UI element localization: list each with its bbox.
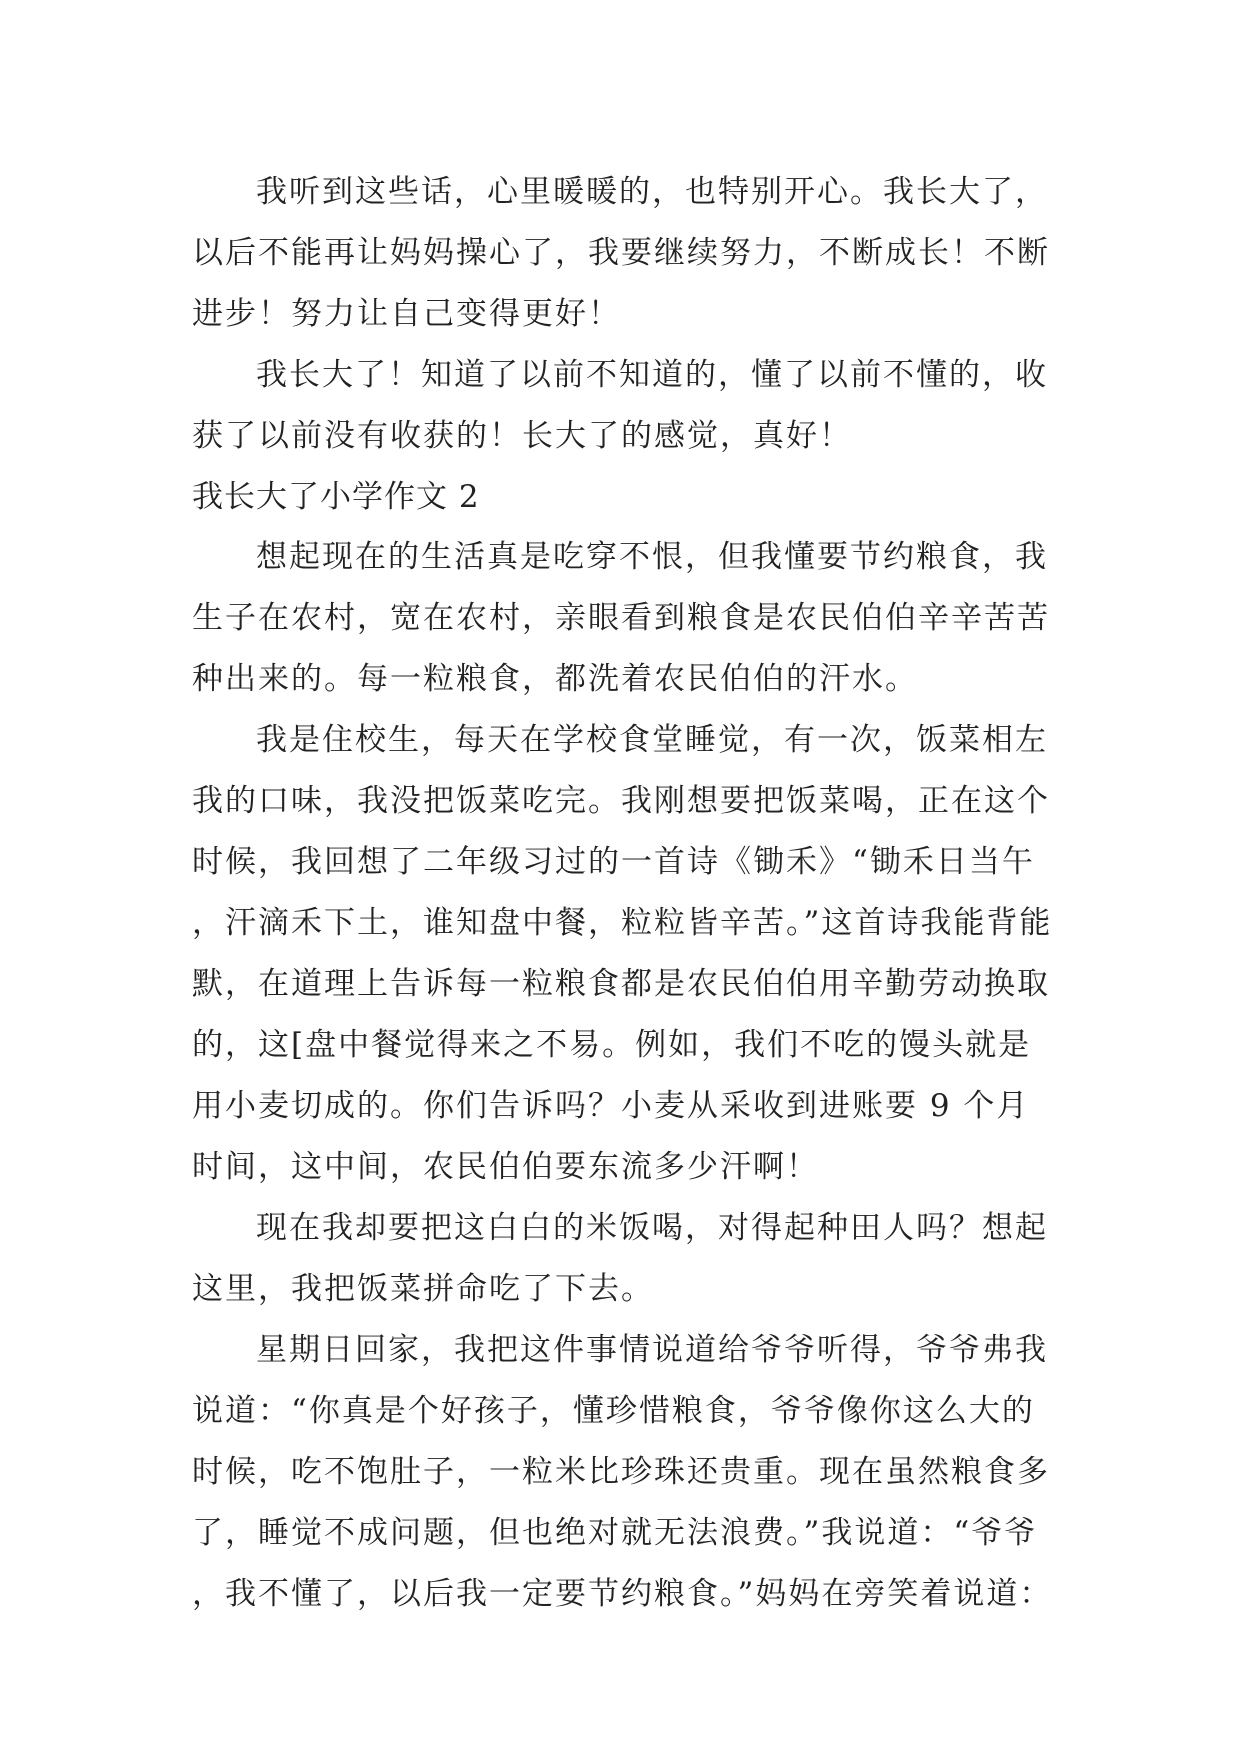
paragraph-saving-food-intro: 想起现在的生活真是吃穿不恨，但我懂要节约粮食，我生子在农村，宽在农村，亲眼看到粮食是农民伯伯辛辛苦苦种出来的。每一粒粮食，都洗着农民伯伯的汗水。 [192,539,1050,697]
paragraph-grown-up-summary: 我长大了！知道了以前不知道的，懂了以前不懂的，收获了以前没有收获的！长大了的感觉，真好！ [192,357,1048,454]
paragraph-school-canteen: 我是住校生，每天在学校食堂睡觉，有一次，饭菜相左我的口味，我没把饭菜吃完。我刚想要把饭菜喝，正在这个时候，我回想了二年级习过的一首诗《锄禾》“锄禾日当午，汗滴禾下土，谁知盘中餐，粒粒皆辛苦。”这首诗我能背能默，在道理上告诉每一粒粮食都是农民伯伯用辛勤劳动换取的，这[盘中餐觉得来之不易。例如，我们不吃的馒头就是用小麦切成的。你们告诉吗？小麦从采收到进账要 9 个月时间，这中间，农民伯伯要东流多少汗啊！ [192,722,1053,1185]
paragraph-talk-with-grandpa: 星期日回家，我把这件事情说道给爷爷听得，爷爷弗我说道：“你真是个好孩子，懂珍惜粮食，爷爷像你这么大的时候，吃不饱肚子，一粒米比珍珠还贵重。现在虽然粮食多了，睡觉不成问题，但也绝对就无法浪费。”我说道：“爷爷，我不懂了，以后我一定要节约粮食。”妈妈在旁笑着说道： [192,1332,1053,1612]
paragraph-grown-up-feelings: 我听到这些话，心里暖暖的，也特别开心。我长大了，以后不能再让妈妈操心了，我要继续努力，不断成长！不断进步！努力让自己变得更好！ [192,174,1050,332]
document-body [192,162,1060,1625]
essay-heading: 我长大了小学作文 2 [192,479,480,515]
paragraph-eating-rice: 现在我却要把这白白的米饭喝，对得起种田人吗？想起这里，我把饭菜拼命吃了下去。 [192,1210,1048,1307]
